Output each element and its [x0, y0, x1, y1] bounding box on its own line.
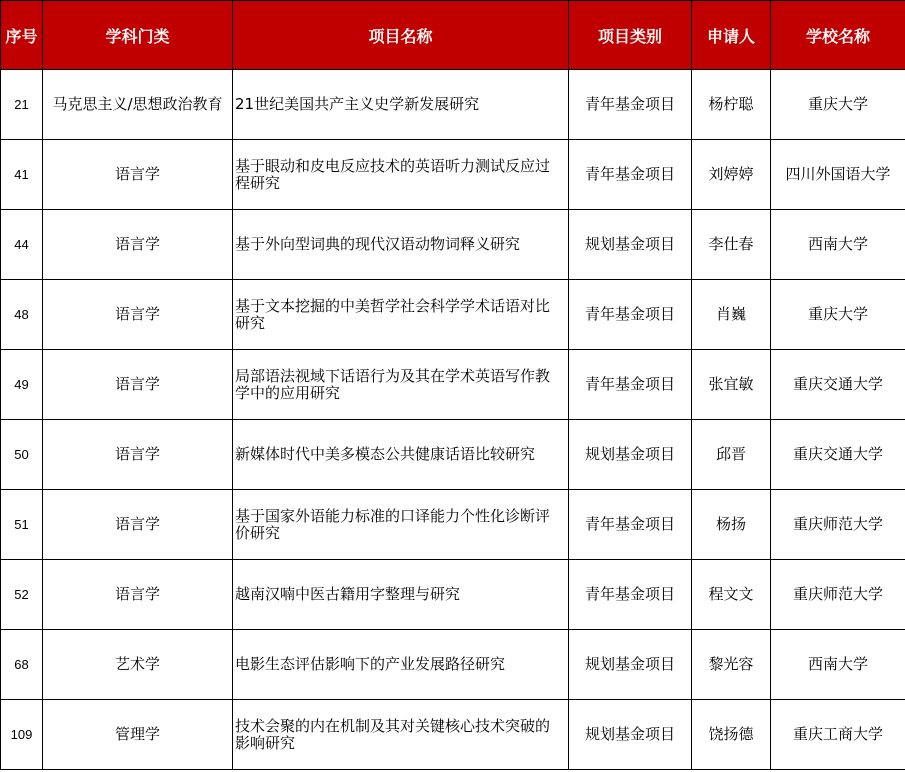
cell-project-type: 青年基金项目 [569, 280, 692, 350]
cell-project-name: 21世纪美国共产主义史学新发展研究 [233, 70, 569, 140]
header-discipline: 学科门类 [43, 1, 233, 70]
cell-applicant: 刘婷婷 [692, 140, 771, 210]
header-project-name: 项目名称 [233, 1, 569, 70]
cell-discipline: 语言学 [43, 210, 233, 280]
header-seq: 序号 [1, 1, 43, 70]
table-row [1, 210, 905, 280]
cell-project-name: 基于外向型词典的现代汉语动物词释义研究 [233, 210, 569, 280]
table-row [1, 280, 905, 350]
cell-discipline: 语言学 [43, 140, 233, 210]
cell-project-type: 规划基金项目 [569, 420, 692, 490]
table-row [1, 140, 905, 210]
table-row [1, 420, 905, 490]
cell-school: 重庆师范大学 [771, 490, 905, 560]
cell-discipline: 语言学 [43, 350, 233, 420]
cell-school: 重庆交通大学 [771, 350, 905, 420]
cell-applicant: 杨柠聪 [692, 70, 771, 140]
cell-project-type: 青年基金项目 [569, 490, 692, 560]
header-project-type: 项目类别 [569, 1, 692, 70]
cell-seq: 51 [1, 490, 43, 560]
cell-seq: 49 [1, 350, 43, 420]
cell-school: 四川外国语大学 [771, 140, 905, 210]
cell-seq: 41 [1, 140, 43, 210]
cell-project-type: 规划基金项目 [569, 630, 692, 700]
cell-seq: 44 [1, 210, 43, 280]
cell-seq: 50 [1, 420, 43, 490]
table-row [1, 350, 905, 420]
cell-school: 西南大学 [771, 210, 905, 280]
cell-project-type: 青年基金项目 [569, 350, 692, 420]
cell-seq: 68 [1, 630, 43, 700]
cell-discipline: 语言学 [43, 280, 233, 350]
cell-discipline: 语言学 [43, 420, 233, 490]
cell-applicant: 张宜敏 [692, 350, 771, 420]
cell-seq: 109 [1, 700, 43, 770]
cell-project-name: 基于国家外语能力标准的口译能力个性化诊断评价研究 [233, 490, 569, 560]
cell-applicant: 黎光容 [692, 630, 771, 700]
cell-discipline: 语言学 [43, 490, 233, 560]
cell-project-name: 基于眼动和皮电反应技术的英语听力测试反应过程研究 [233, 140, 569, 210]
cell-applicant: 饶扬德 [692, 700, 771, 770]
cell-school: 重庆师范大学 [771, 560, 905, 630]
cell-seq: 52 [1, 560, 43, 630]
table-row [1, 70, 905, 140]
cell-project-name: 基于文本挖掘的中美哲学社会科学学术话语对比研究 [233, 280, 569, 350]
cell-school: 重庆工商大学 [771, 700, 905, 770]
cell-seq: 48 [1, 280, 43, 350]
cell-applicant: 程文文 [692, 560, 771, 630]
cell-discipline: 管理学 [43, 700, 233, 770]
cell-applicant: 杨扬 [692, 490, 771, 560]
cell-project-name: 局部语法视域下话语行为及其在学术英语写作教学中的应用研究 [233, 350, 569, 420]
cell-applicant: 邱晋 [692, 420, 771, 490]
cell-applicant: 肖巍 [692, 280, 771, 350]
cell-project-type: 青年基金项目 [569, 70, 692, 140]
cell-discipline: 马克思主义/思想政治教育 [43, 70, 233, 140]
header-applicant: 申请人 [692, 1, 771, 70]
cell-project-name: 越南汉喃中医古籍用字整理与研究 [233, 560, 569, 630]
cell-project-name: 电影生态评估影响下的产业发展路径研究 [233, 630, 569, 700]
table-row [1, 560, 905, 630]
cell-school: 重庆大学 [771, 70, 905, 140]
table-row [1, 630, 905, 700]
cell-project-name: 技术会聚的内在机制及其对关键核心技术突破的影响研究 [233, 700, 569, 770]
cell-applicant: 李仕春 [692, 210, 771, 280]
cell-school: 重庆大学 [771, 280, 905, 350]
table-row [1, 490, 905, 560]
cell-project-type: 规划基金项目 [569, 210, 692, 280]
cell-seq: 21 [1, 70, 43, 140]
cell-discipline: 艺术学 [43, 630, 233, 700]
cell-school: 西南大学 [771, 630, 905, 700]
cell-school: 重庆交通大学 [771, 420, 905, 490]
cell-project-type: 青年基金项目 [569, 140, 692, 210]
header-row [1, 1, 905, 70]
table-row [1, 700, 905, 770]
header-school: 学校名称 [771, 1, 905, 70]
cell-project-name: 新媒体时代中美多模态公共健康话语比较研究 [233, 420, 569, 490]
cell-project-type: 规划基金项目 [569, 700, 692, 770]
cell-discipline: 语言学 [43, 560, 233, 630]
cell-project-type: 青年基金项目 [569, 560, 692, 630]
